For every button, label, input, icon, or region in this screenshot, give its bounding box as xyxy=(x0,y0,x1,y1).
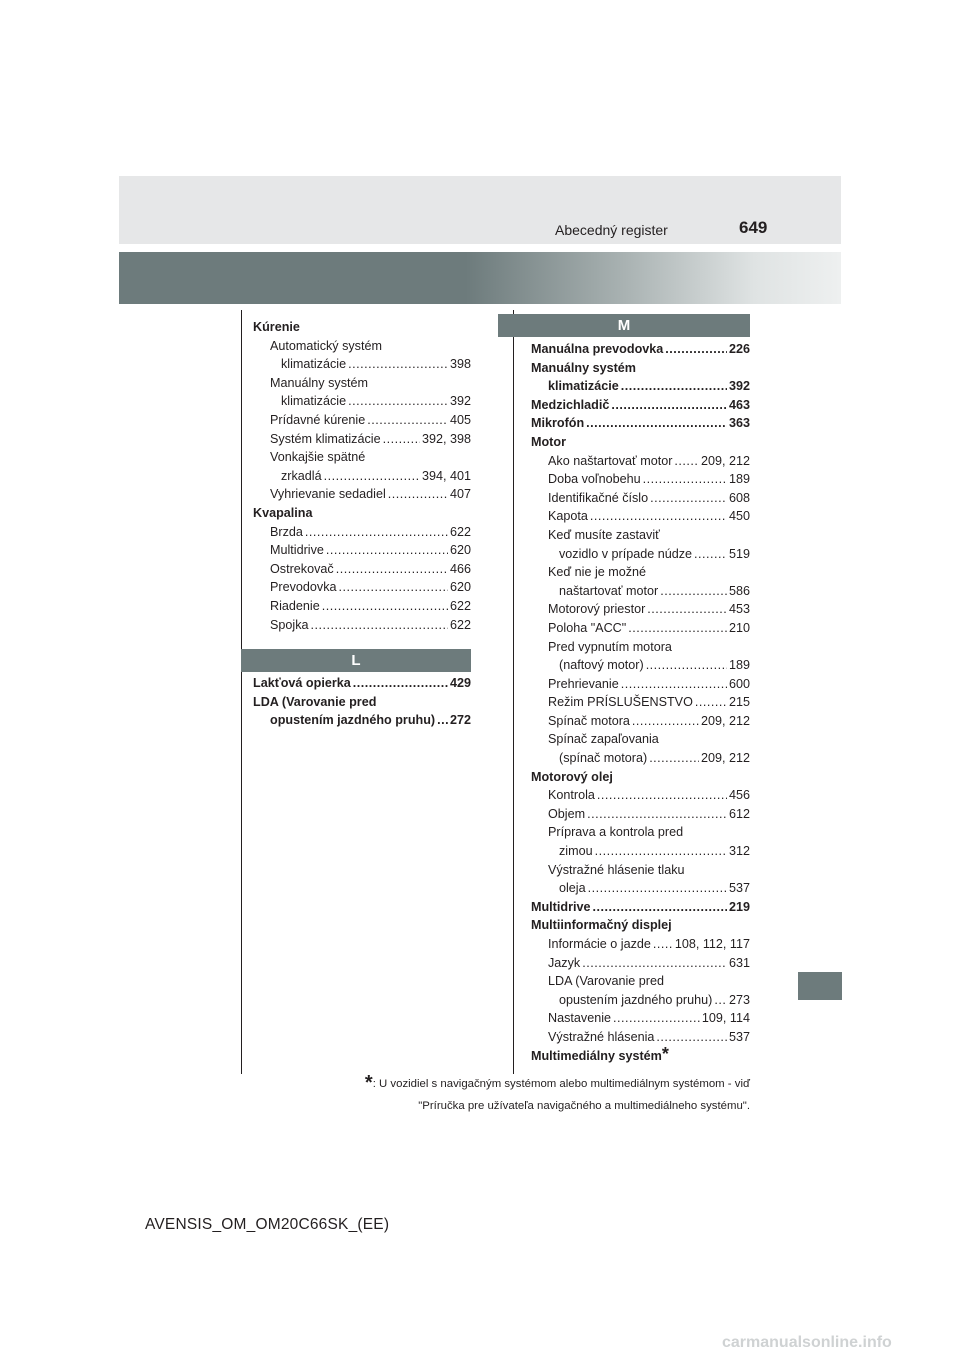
index-entry-leader xyxy=(643,470,727,489)
index-entry-leader xyxy=(348,355,448,374)
index-entry-page: 620 xyxy=(449,543,471,558)
index-entry-term: Jazyk xyxy=(548,955,581,970)
index-entry-page: 456 xyxy=(728,788,750,803)
index-entry-term: LDA (Varovanie pred xyxy=(548,974,664,989)
index-entry-page: 429 xyxy=(449,676,471,690)
footnote-line-2: "Príručka pre užívateľa navigačného a multimediálneho systému". xyxy=(418,1100,750,1112)
index-entry xyxy=(531,656,750,675)
index-entry-leader xyxy=(646,656,727,675)
index-entry-page: 622 xyxy=(449,617,471,632)
index-entry xyxy=(531,842,750,861)
index-entry-term: Manuálny systém xyxy=(531,360,636,375)
index-entry xyxy=(531,470,750,489)
index-entry xyxy=(531,861,750,880)
index-entry xyxy=(531,359,750,378)
index-entry xyxy=(531,1028,750,1047)
index-entry-term: Brzda xyxy=(270,524,303,539)
index-entry-term: klimatizácie xyxy=(281,394,347,409)
index-entry-leader xyxy=(326,541,448,560)
index-entry-leader xyxy=(621,377,727,396)
index-entry-term: Automatický systém xyxy=(270,338,382,353)
index-entry-page: 608 xyxy=(728,490,750,505)
index-entry: Multimediálny systém * xyxy=(531,1043,669,1064)
index-entry-leader xyxy=(649,749,699,768)
index-entry-term: Motorový priestor xyxy=(548,602,646,617)
index-entry-page: 407 xyxy=(449,487,471,502)
letter-heading-m: M xyxy=(498,314,750,337)
index-entry-leader xyxy=(628,619,727,638)
index-entry xyxy=(253,448,471,467)
index-entry-leader xyxy=(613,1009,700,1028)
index-entry xyxy=(531,823,750,842)
index-entry-leader xyxy=(660,582,727,601)
index-entry-term: Prevodovka xyxy=(270,580,337,595)
index-entry-term: naštartovať motor xyxy=(559,583,659,598)
footnote-star: * xyxy=(364,1072,373,1094)
index-entry-term: klimatizácie xyxy=(548,379,619,394)
page-number: 649 xyxy=(739,218,768,237)
index-entry-leader xyxy=(665,340,727,359)
index-entry xyxy=(531,507,750,526)
index-entry-term: opustením jazdného pruhu) xyxy=(559,992,713,1007)
index-entry-page: 226 xyxy=(728,342,750,356)
index-entry xyxy=(531,898,750,917)
index-entry xyxy=(253,485,471,504)
index-entry-page: 631 xyxy=(728,955,750,970)
index-entry xyxy=(531,1009,750,1028)
index-entry xyxy=(531,526,750,545)
index-entry-term: Doba voľnobehu xyxy=(548,472,641,487)
index-entry-leader xyxy=(647,600,727,619)
index-entry-term: Príprava a kontrola pred xyxy=(548,825,684,840)
index-entry xyxy=(253,355,471,374)
index-entry-term: Nastavenie xyxy=(548,1011,612,1026)
index-entry-term: Poloha "ACC" xyxy=(548,620,627,635)
index-column-m xyxy=(531,340,750,1065)
index-entry-term: Riadenie xyxy=(270,598,320,613)
index-entry xyxy=(531,545,750,564)
index-entry xyxy=(531,396,750,415)
index-entry-leader xyxy=(595,842,727,861)
index-entry-page: 394, 401 xyxy=(421,468,471,483)
index-entry-leader xyxy=(695,693,727,712)
index-entry-term: Vyhrievanie sedadiel xyxy=(270,487,386,502)
index-column-l xyxy=(253,674,471,730)
index-entry-term: Spínač zapaľovania xyxy=(548,732,659,747)
index-entry-leader xyxy=(611,396,727,415)
index-entry-leader xyxy=(653,935,673,954)
index-entry-page: 209, 212 xyxy=(700,453,750,468)
index-entry-term: Informácie o jazde xyxy=(548,937,651,951)
index-entry xyxy=(531,693,750,712)
index-entry xyxy=(253,523,471,542)
index-entry xyxy=(531,916,750,935)
index-entry-term: Motorový olej xyxy=(531,769,613,784)
index-entry xyxy=(253,541,471,560)
header-band xyxy=(119,176,841,244)
index-entry-term: Systém klimatizácie xyxy=(270,431,381,446)
index-entry xyxy=(531,563,750,582)
index-entry xyxy=(531,991,750,1010)
index-entry-page: 312 xyxy=(728,844,750,859)
chapter-tab xyxy=(798,972,842,1000)
index-entry-leader xyxy=(353,674,448,693)
index-entry-term: Identifikačné číslo xyxy=(548,490,649,505)
index-entry-page: 405 xyxy=(449,412,471,427)
index-entry-term: opustením jazdného pruhu) xyxy=(270,713,436,728)
index-entry xyxy=(253,597,471,616)
index-entry-term: Kvapalina xyxy=(253,505,313,520)
index-entry xyxy=(531,377,750,396)
index-entry xyxy=(531,452,750,471)
index-entry-leader xyxy=(587,805,727,824)
index-entry-term: Výstražné hlásenie tlaku xyxy=(548,862,685,877)
index-entry-leader xyxy=(582,954,727,973)
index-entry-page: 189 xyxy=(728,472,750,487)
index-entry-page: 622 xyxy=(449,524,471,539)
index-entry-page: 210 xyxy=(728,620,750,635)
index-entry-term: (naftový motor) xyxy=(559,658,644,673)
index-entry-page: 392 xyxy=(449,394,471,409)
index-entry-leader xyxy=(650,489,727,508)
index-entry xyxy=(531,972,750,991)
chapter-bar xyxy=(119,252,841,304)
index-entry-leader xyxy=(588,879,727,898)
index-entry-term: Ostrekovač xyxy=(270,561,334,576)
index-entry-leader xyxy=(367,411,448,430)
index-entry-term: Multiinformačný displej xyxy=(531,918,672,933)
index-entry-leader xyxy=(597,786,727,805)
index-entry-term: oleja xyxy=(559,881,586,896)
index-entry-leader xyxy=(336,560,448,579)
index-entry-page: 109, 114 xyxy=(701,1011,750,1026)
index-entry-leader xyxy=(324,467,420,486)
index-entry xyxy=(531,749,750,768)
index-entry-term: Pred vypnutím motora xyxy=(548,639,672,654)
index-entry-page: 537 xyxy=(728,881,750,896)
index-entry xyxy=(531,879,750,898)
index-entry-term: Manuálna prevodovka xyxy=(531,342,664,356)
index-entry xyxy=(531,954,750,973)
index-entry-term: Medzichladič xyxy=(531,397,610,412)
index-entry-term: Ako naštartovať motor xyxy=(548,453,673,468)
index-entry-page: 612 xyxy=(728,806,750,821)
index-entry-term: Keď musíte zastaviť xyxy=(548,527,660,542)
index-entry-page: 466 xyxy=(449,561,471,576)
index-entry-term: Spínač motora xyxy=(548,713,630,728)
document-code: AVENSIS_OM_OM20C66SK_(EE) xyxy=(145,1216,390,1233)
index-entry-leader xyxy=(388,485,448,504)
index-entry xyxy=(253,318,471,337)
index-entry-term: Kúrenie xyxy=(253,320,300,334)
index-entry xyxy=(253,374,471,393)
index-entry-leader xyxy=(339,578,448,597)
index-entry-page: 620 xyxy=(449,580,471,595)
index-entry-page: 209, 212 xyxy=(700,713,750,728)
index-entry-term: Multimediálny systém xyxy=(531,1048,662,1063)
index-entry-leader xyxy=(322,597,448,616)
index-entry-term: Objem xyxy=(548,806,586,821)
footnote-line-1: : U vozidiel s navigačným systémom alebo multimediálnym systémom - viď xyxy=(372,1078,750,1090)
index-entry xyxy=(531,414,750,433)
index-entry-page: 463 xyxy=(728,397,750,412)
letter-heading-l: L xyxy=(241,649,471,672)
index-entry xyxy=(253,711,471,730)
index-entry-page: 586 xyxy=(728,583,750,598)
index-entry-term: (spínač motora) xyxy=(559,751,648,766)
watermark: carmanualsonline.info xyxy=(722,1334,892,1351)
index-entry-page: 392, 398 xyxy=(421,431,471,446)
index-entry-page: 209, 212 xyxy=(700,751,750,766)
index-entry xyxy=(531,638,750,657)
index-entry-term: Motor xyxy=(531,434,566,449)
column-divider-left xyxy=(241,310,242,1074)
index-entry-term: klimatizácie xyxy=(281,357,347,372)
index-entry xyxy=(531,433,750,452)
index-entry xyxy=(253,467,471,486)
index-entry xyxy=(253,430,471,449)
index-entry xyxy=(531,712,750,731)
index-entry-leader xyxy=(383,430,420,449)
index-entry-term: zrkadlá xyxy=(281,468,322,483)
index-entry-term: Lakťová opierka xyxy=(253,676,351,690)
index-entry xyxy=(531,935,750,954)
index-entry-term: Režim PRÍSLUŠENSTVO xyxy=(548,695,693,710)
index-entry-leader xyxy=(674,452,699,471)
index-entry-leader xyxy=(632,712,699,731)
index-entry xyxy=(531,619,750,638)
index-entry-leader xyxy=(590,507,727,526)
index-entry-term: Mikrofón xyxy=(531,416,585,431)
index-entry-leader xyxy=(348,392,448,411)
index-entry-page: 392 xyxy=(728,379,750,394)
index-entry-page: 189 xyxy=(728,658,750,673)
index-entry-page: 273 xyxy=(728,992,750,1007)
index-entry xyxy=(253,560,471,579)
column-divider-middle xyxy=(513,310,514,1074)
index-entry-page: 519 xyxy=(728,546,750,561)
index-entry-term: Keď nie je možné xyxy=(548,565,647,580)
index-entry-page: 600 xyxy=(728,676,750,691)
index-entry-page: 622 xyxy=(449,598,471,613)
footnote xyxy=(300,1072,750,1117)
index-entry xyxy=(531,675,750,694)
index-entry-term: Vonkajšie spätné xyxy=(270,450,366,465)
index-entry xyxy=(253,337,471,356)
index-entry-leader xyxy=(437,711,448,730)
index-entry-term: Kontrola xyxy=(548,788,595,803)
index-entry-page: 215 xyxy=(728,695,750,710)
index-entry-term: LDA (Varovanie pred xyxy=(253,694,377,709)
index-entry-term: Spojka xyxy=(270,617,309,632)
index-entry-term: Výstražné hlásenia xyxy=(548,1029,655,1044)
index-entry-page: 398 xyxy=(449,357,471,372)
index-entry xyxy=(531,786,750,805)
index-entry-page: 363 xyxy=(728,416,750,431)
index-entry-page: 537 xyxy=(728,1029,750,1044)
index-entry-term: Multidrive xyxy=(531,899,591,914)
index-entry-term: Manuálny systém xyxy=(270,375,368,390)
index-entry-term: zimou xyxy=(559,844,593,859)
index-entry-term: Prídavné kúrenie xyxy=(270,412,366,427)
index-entry-leader xyxy=(311,616,448,635)
index-entry xyxy=(253,392,471,411)
index-entry xyxy=(531,768,750,787)
index-entry-page: 272 xyxy=(449,713,471,728)
index-entry xyxy=(253,578,471,597)
index-entry-leader xyxy=(592,898,727,917)
index-entry-page: 453 xyxy=(728,602,750,617)
index-entry xyxy=(531,582,750,601)
index-entry-leader xyxy=(586,414,727,433)
index-entry xyxy=(253,616,471,635)
index-entry-term: Multidrive xyxy=(270,543,324,558)
index-entry xyxy=(253,674,471,693)
index-entry xyxy=(253,411,471,430)
index-entry-term: Kapota xyxy=(548,509,588,524)
index-entry xyxy=(253,693,471,712)
index-column-k xyxy=(253,318,471,634)
index-entry-leader xyxy=(305,523,448,542)
index-entry xyxy=(531,600,750,619)
index-entry xyxy=(531,340,750,359)
index-entry-term: vozidlo v prípade núdze xyxy=(559,546,693,561)
index-entry xyxy=(531,805,750,824)
index-entry-page: 219 xyxy=(728,899,750,914)
index-entry xyxy=(531,730,750,749)
index-entry-term: Prehrievanie xyxy=(548,676,619,691)
section-title: Abecedný register xyxy=(555,222,668,238)
index-entry-leader xyxy=(694,545,727,564)
index-entry xyxy=(253,504,471,523)
index-entry-page: 108, 112, 117 xyxy=(674,937,750,951)
index-entry-leader xyxy=(714,991,727,1010)
index-entry-page: 450 xyxy=(728,509,750,524)
index-entry-leader xyxy=(621,675,727,694)
index-entry xyxy=(531,489,750,508)
